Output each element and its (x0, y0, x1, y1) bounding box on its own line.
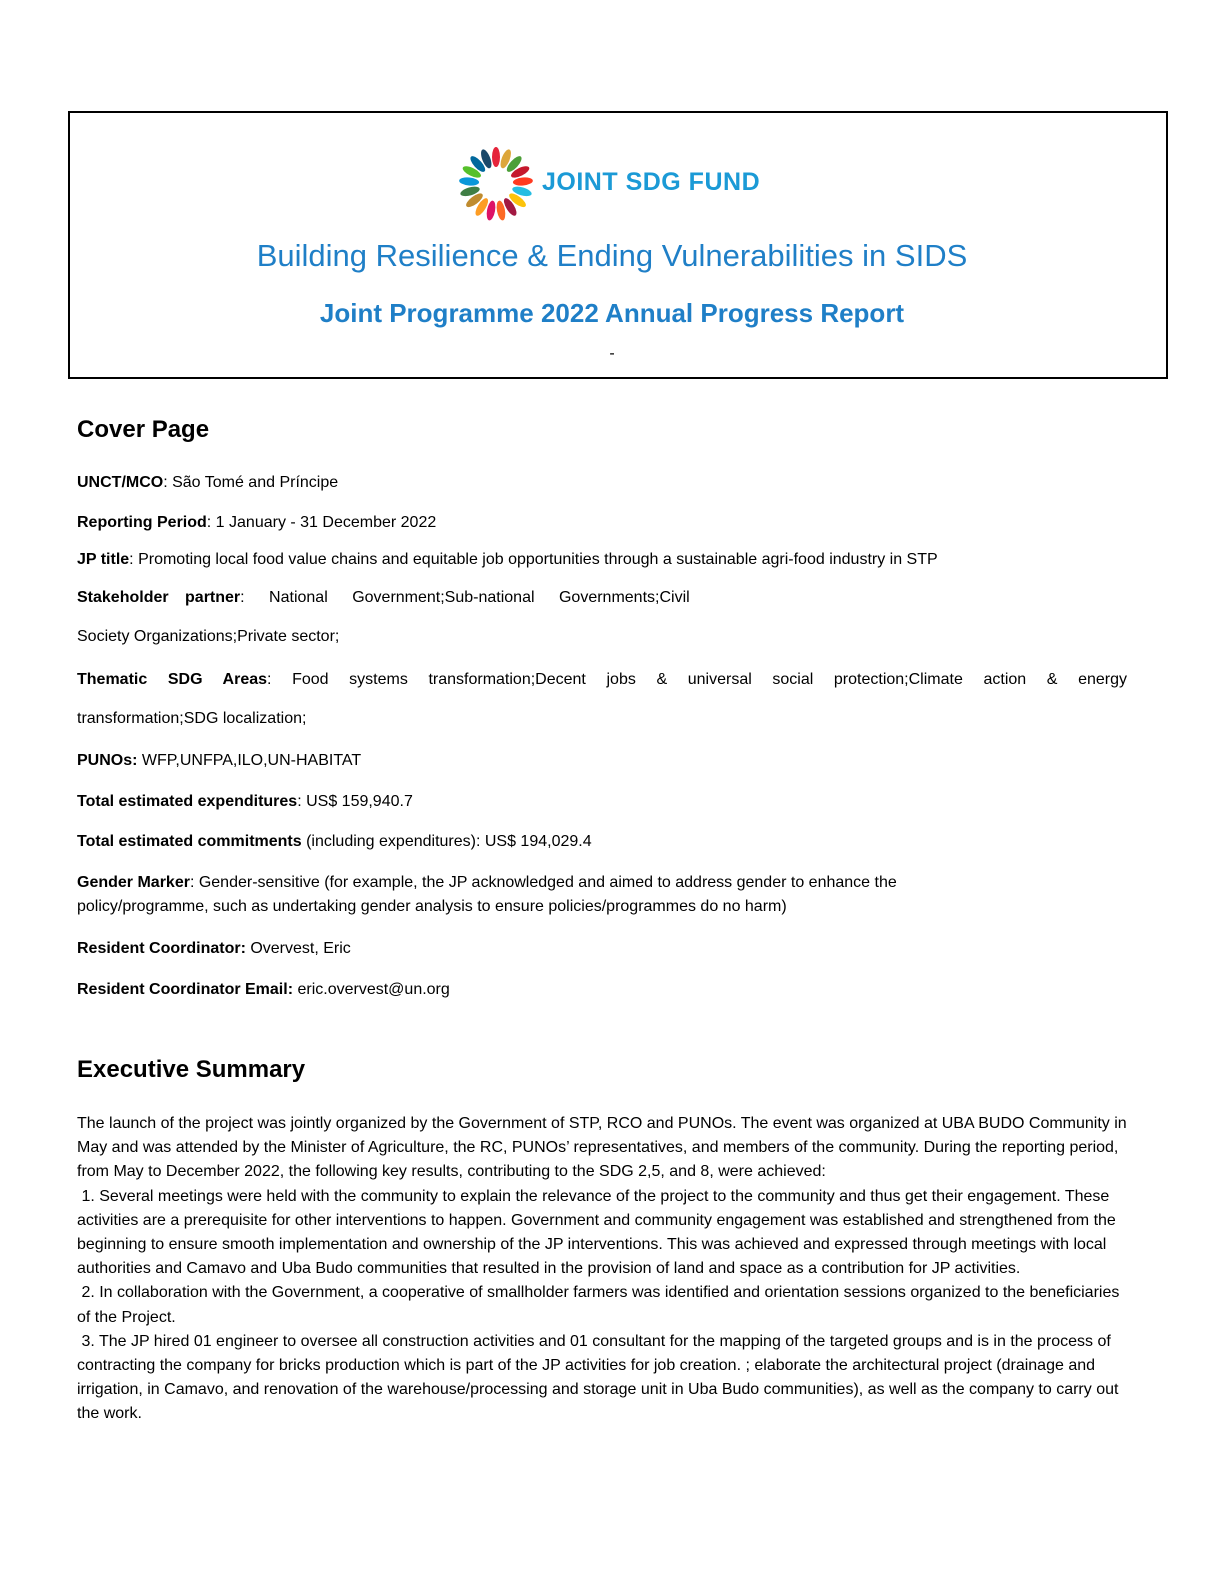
executive-summary-heading: Executive Summary (77, 1056, 306, 1083)
title-dash: - (609, 345, 615, 362)
exec-paragraph: 2. In collaboration with the Government, a cooperative of smallholder farmers was identified and orientation sessions organized to the beneficiaries of the Project. (77, 1284, 1120, 1326)
punos-label: PUNOs: (77, 752, 138, 769)
gender-marker-continuation: policy/programme, such as undertaking gender analysis to ensure policies/programmes do no harm) (77, 898, 787, 915)
unct-label: UNCT/MCO (77, 474, 164, 491)
jp-title-value: : Promoting local food value chains and equitable job opportunities through a sustainable agri-food industry in STP (129, 551, 938, 568)
expenditures-field (77, 793, 413, 811)
period-value: : 1 January - 31 December 2022 (206, 514, 437, 531)
joint-sdg-fund-logo (456, 144, 766, 224)
gender-marker-label: Gender Marker (77, 874, 190, 891)
sdg-petal (492, 147, 500, 167)
commitments-field (77, 833, 592, 851)
rc-email-label: Resident Coordinator Email: (77, 981, 294, 998)
exec-paragraph: 1. Several meetings were held with the community to explain the relevance of the project to the community and thus get their engagement. These activities are a prerequisite for other interventions to happen. Government and community engagement was established and strengthened from the beginning to ensure smooth implementation and ownership of the JP interventions. This was achieved and expressed through meetings with local authorities and Camavo and Uba Budo communities that resulted in the provision of land and space as a contribution for JP activities. (77, 1187, 1116, 1278)
thematic-field (77, 671, 1127, 689)
punos-value: WFP,UNFPA,ILO,UN-HABITAT (137, 752, 362, 769)
rc-label: Resident Coordinator: (77, 940, 246, 957)
thematic-value: : Food systems transformation;Decent jobs & universal social protection;Climate action & energy (267, 671, 1127, 688)
exec-paragraph: The launch of the project was jointly organized by the Government of STP, RCO and PUNOs. The event was organized at UBA BUDO Community in May and was attended by the Minister of Agriculture, the RC, PUNOs’ representatives, and members of the community. During the reporting period, from May to December 2022, the following key results, contributing to the SDG 2,5, and 8, were achieved: (77, 1115, 1127, 1181)
sdg-petal (513, 177, 534, 187)
rc-value: Overvest, Eric (245, 940, 351, 957)
exec-paragraph: 3. The JP hired 01 engineer to oversee all construction activities and 01 consultant for the mapping of the targeted groups and is in the process of contracting the company for bricks production which is part of the JP activities for job creation. ; elaborate the architectural project (drainage and irrigation, in Camavo, and renovation of the warehouse/processing and storage unit in Uba Budo communities), as well as the company to carry out the work. (77, 1332, 1119, 1423)
stakeholder-label: Stakeholder partner (77, 589, 241, 606)
period-label: Reporting Period (77, 514, 207, 531)
jp-title-field (77, 551, 938, 569)
report-title: Building Resilience & Ending Vulnerabilities in SIDS (256, 238, 968, 273)
stakeholder-continuation: Society Organizations;Private sector; (77, 628, 340, 645)
thematic-label: Thematic SDG Areas (77, 671, 268, 688)
thematic-continuation: transformation;SDG localization; (77, 710, 307, 727)
jp-title-label: JP title (77, 551, 130, 568)
executive-summary-body (77, 1112, 1137, 1427)
logo-text: JOINT SDG FUND (542, 168, 761, 196)
commitments-value: (including expenditures): US$ 194,029.4 (301, 833, 592, 850)
commitments-label: Total estimated commitments (77, 833, 302, 850)
rc-field (77, 940, 351, 958)
unct-field (77, 474, 338, 492)
rc-email-field (77, 981, 450, 999)
stakeholder-field (77, 589, 690, 607)
expenditures-label: Total estimated expenditures (77, 793, 298, 810)
gender-marker-value: : Gender-sensitive (for example, the JP acknowledged and aimed to address gender to enhance the (189, 874, 897, 891)
sdg-petal (459, 177, 480, 187)
report-subtitle: Joint Programme 2022 Annual Progress Report (319, 298, 905, 328)
expenditures-value: : US$ 159,940.7 (297, 793, 413, 810)
unct-value: : São Tomé and Príncipe (163, 474, 339, 491)
gender-marker-field (77, 871, 1127, 919)
punos-field (77, 752, 361, 770)
sdg-wheel-icon (456, 144, 536, 224)
period-field (77, 514, 436, 532)
stakeholder-value: : National Government;Sub-national Governments;Civil (240, 589, 690, 606)
cover-page-heading: Cover Page (77, 416, 210, 443)
rc-email-value: eric.overvest@un.org (293, 981, 450, 998)
